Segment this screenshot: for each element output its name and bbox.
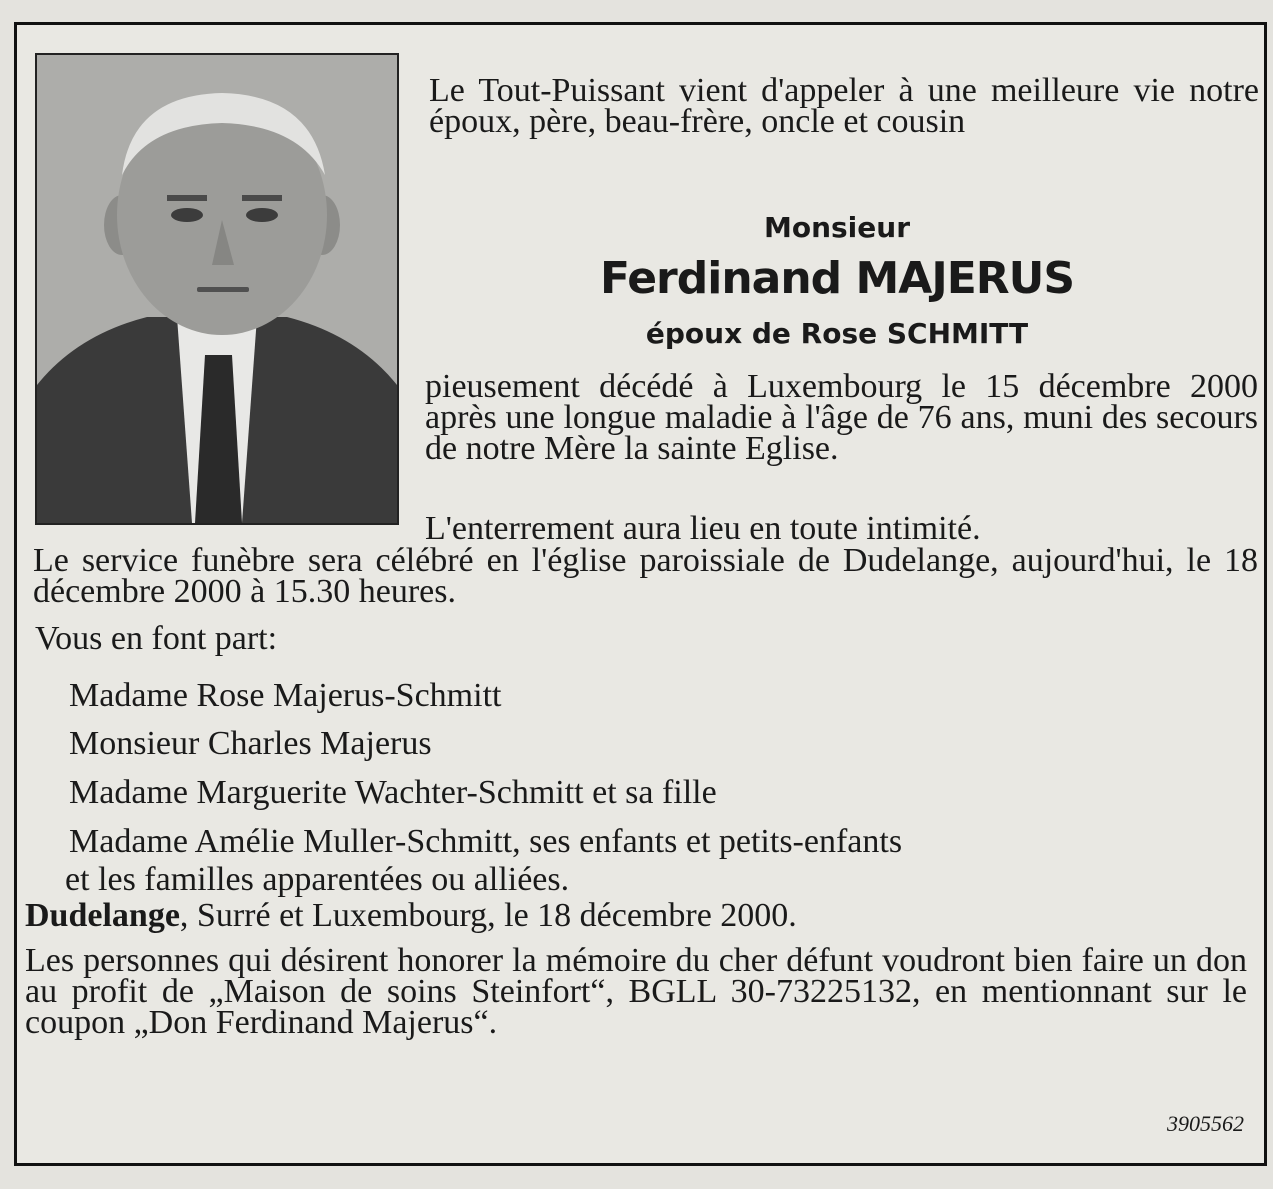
deceased-name: Ferdinand MAJERUS [599, 253, 1075, 304]
burial-text: L'enterrement aura lieu en toute intimité. [425, 510, 981, 547]
family-member: Madame Rose Majerus-Schmitt [69, 677, 502, 714]
family-member: Monsieur Charles Majerus [69, 725, 432, 762]
death-text: pieusement décédé à Luxembourg le 15 décembre 2000 après une longue maladie à l'âge de 76 ans, muni des secours de notre Mère la sainte Eglise. [425, 368, 1258, 467]
place-date-line [25, 897, 797, 934]
donation-text: Les personnes qui désirent honorer la mémoire du cher défunt voudront bien faire un don au profit de „Maison de soins Steinfort“, BGLL 30-73225132, en mentionnant sur le coupon „Don Ferdinand Majerus“. [25, 942, 1247, 1041]
portrait-illustration [37, 55, 397, 523]
place-bold: Dudelange [25, 897, 180, 934]
service-text: Le service funèbre sera célébré en l'église paroissiale de Dudelange, aujourd'hui, le 18 décembre 2000 à 15.30 heures. [33, 542, 1258, 610]
portrait-photo [35, 53, 399, 525]
family-member: et les familles apparentées ou alliées. [65, 861, 570, 898]
obituary-notice [14, 22, 1267, 1166]
family-intro: Vous en font part: [35, 620, 278, 657]
family-member: Madame Amélie Muller-Schmitt, ses enfants et petits-enfants [69, 823, 903, 860]
spouse-line: époux de Rose SCHMITT [645, 317, 1029, 350]
deceased-title: Monsieur [763, 211, 911, 244]
family-member: Madame Marguerite Wachter-Schmitt et sa fille [69, 774, 717, 811]
intro-text: Le Tout-Puissant vient d'appeler à une meilleure vie notre époux, père, beau-frère, oncle et cousin [429, 72, 1259, 140]
place-rest: , Surré et Luxembourg, le 18 décembre 2000. [179, 897, 797, 934]
reference-number: 3905562 [1167, 1111, 1244, 1136]
